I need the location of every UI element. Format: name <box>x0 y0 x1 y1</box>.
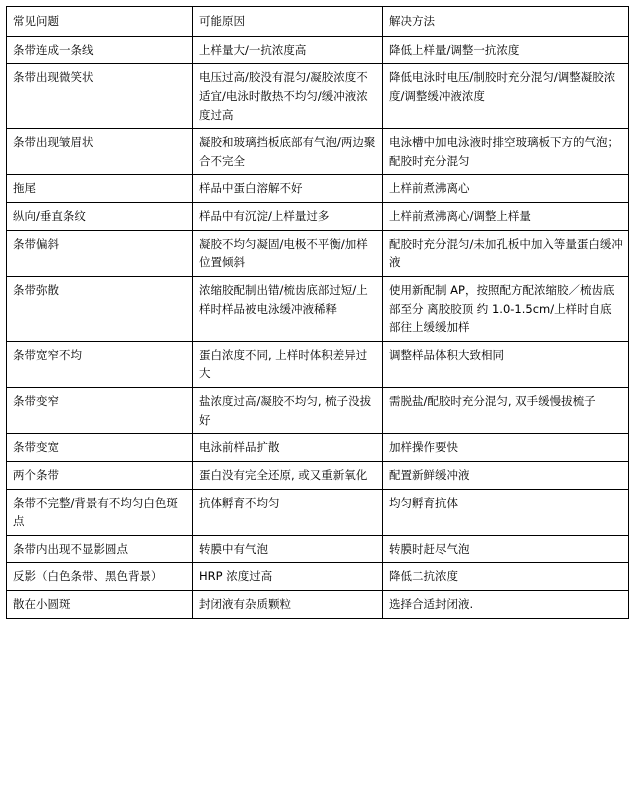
cell-problem: 纵向/垂直条纹 <box>7 203 193 231</box>
cell-problem: 条带偏斜 <box>7 230 193 276</box>
column-header-cause: 可能原因 <box>193 7 383 37</box>
cell-cause: 电压过高/胶没有混匀/凝胶浓度不适宜/电泳时散热不均匀/缓冲液浓度过高 <box>193 64 383 129</box>
cell-solution: 使用新配制 AP，按照配方配浓缩胶／梳齿底部至分 离胶胶顶 约 1.0-1.5cm/上样时自底部往上缓缓加样 <box>383 276 629 341</box>
cell-solution: 选择合适封闭液. <box>383 591 629 619</box>
cell-solution: 配置新鲜缓冲液 <box>383 461 629 489</box>
table-head <box>7 7 629 37</box>
cell-problem: 拖尾 <box>7 175 193 203</box>
cell-cause: 转膜中有气泡 <box>193 535 383 563</box>
table-header-row <box>7 7 629 37</box>
cell-cause: 蛋白浓度不同, 上样时体积差异过大 <box>193 341 383 387</box>
cell-cause: 蛋白没有完全还原, 或又重新氧化 <box>193 461 383 489</box>
cell-cause: 抗体孵育不均匀 <box>193 489 383 535</box>
cell-cause: 封闭液有杂质颗粒 <box>193 591 383 619</box>
cell-cause: 凝胶和玻璃挡板底部有气泡/两边聚合不完全 <box>193 129 383 175</box>
table-row <box>7 563 629 591</box>
cell-problem: 条带变窄 <box>7 388 193 434</box>
cell-solution: 电泳槽中加电泳液时排空玻璃板下方的气泡；配胶时充分混匀 <box>383 129 629 175</box>
table-row <box>7 230 629 276</box>
table-body <box>7 36 629 618</box>
table-row <box>7 591 629 619</box>
cell-problem: 条带变宽 <box>7 434 193 462</box>
cell-solution: 降低上样量/调整一抗浓度 <box>383 36 629 64</box>
table-row <box>7 36 629 64</box>
cell-cause: 电泳前样品扩散 <box>193 434 383 462</box>
cell-problem: 条带出现微笑状 <box>7 64 193 129</box>
table-row <box>7 276 629 341</box>
cell-problem: 条带宽窄不均 <box>7 341 193 387</box>
cell-solution: 需脱盐/配胶时充分混匀, 双手缓慢拔梳子 <box>383 388 629 434</box>
cell-problem: 两个条带 <box>7 461 193 489</box>
cell-solution: 均匀孵育抗体 <box>383 489 629 535</box>
table-row <box>7 388 629 434</box>
cell-solution: 转膜时赶尽气泡 <box>383 535 629 563</box>
cell-problem: 条带出现皱眉状 <box>7 129 193 175</box>
table-row <box>7 341 629 387</box>
column-header-solution: 解决方法 <box>383 7 629 37</box>
cell-problem: 条带不完整/背景有不均匀白色斑点 <box>7 489 193 535</box>
table-row <box>7 129 629 175</box>
cell-solution: 降低电泳时电压/制胶时充分混匀/调整凝胶浓度/调整缓冲液浓度 <box>383 64 629 129</box>
cell-solution: 调整样品体积大致相同 <box>383 341 629 387</box>
troubleshooting-table <box>6 6 629 619</box>
cell-solution: 上样前煮沸离心/调整上样量 <box>383 203 629 231</box>
table-row <box>7 64 629 129</box>
cell-cause: 样品中蛋白溶解不好 <box>193 175 383 203</box>
cell-problem: 条带连成一条线 <box>7 36 193 64</box>
cell-solution: 配胶时充分混匀/未加孔板中加入等量蛋白缓冲液 <box>383 230 629 276</box>
cell-cause: 盐浓度过高/凝胶不均匀, 梳子没拔好 <box>193 388 383 434</box>
cell-problem: 反影（白色条带、黑色背景） <box>7 563 193 591</box>
cell-cause: 凝胶不均匀凝固/电极不平衡/加样位置倾斜 <box>193 230 383 276</box>
cell-cause: 浓缩胶配制出错/梳齿底部过短/上样时样品被电泳缓冲液稀释 <box>193 276 383 341</box>
table-row <box>7 175 629 203</box>
table-row <box>7 434 629 462</box>
table-row <box>7 535 629 563</box>
cell-cause: HRP 浓度过高 <box>193 563 383 591</box>
column-header-problem: 常见问题 <box>7 7 193 37</box>
cell-problem: 条带内出现不显影圆点 <box>7 535 193 563</box>
cell-solution: 加样操作要快 <box>383 434 629 462</box>
cell-cause: 样品中有沉淀/上样量过多 <box>193 203 383 231</box>
table-row <box>7 203 629 231</box>
cell-problem: 散在小圆斑 <box>7 591 193 619</box>
cell-problem: 条带弥散 <box>7 276 193 341</box>
cell-solution: 降低二抗浓度 <box>383 563 629 591</box>
table-row <box>7 489 629 535</box>
table-row <box>7 461 629 489</box>
cell-solution: 上样前煮沸离心 <box>383 175 629 203</box>
cell-cause: 上样量大/一抗浓度高 <box>193 36 383 64</box>
